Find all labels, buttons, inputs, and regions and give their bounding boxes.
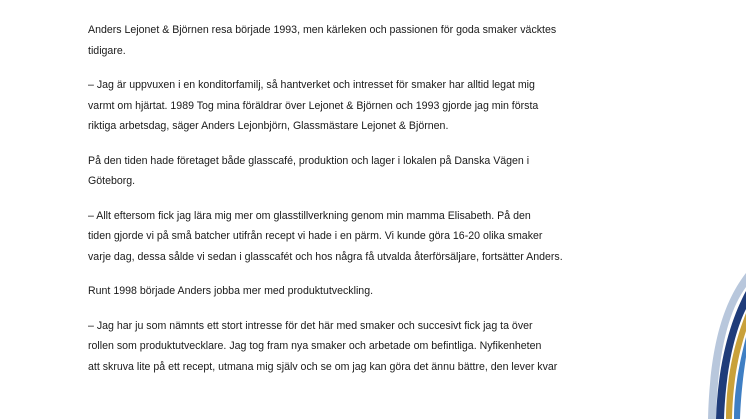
corner-swoosh-decoration [666, 269, 746, 419]
paragraph-6 [88, 316, 668, 378]
paragraph-line: Göteborg. [88, 175, 136, 187]
paragraph-line: På den tiden hade företaget både glasscafé, produktion och lager i lokalen på Danska Vägen i [88, 154, 530, 167]
paragraph-4 [88, 206, 668, 268]
paragraph-line: – Jag har ju som nämnts ett stort intresse för det här med smaker och succesivt fick jag ta över [88, 319, 533, 332]
paragraph-line: tidigare. [88, 44, 126, 57]
paragraph-line: Anders Lejonet & Björnen resa började 1993, men kärleken och passionen för goda smaker väcktes [88, 24, 557, 36]
document-body [88, 20, 668, 391]
paragraph-3 [88, 151, 668, 192]
paragraph-line: att skruva lite på ett recept, utmana mig själv och se om jag kan göra det ännu bättre, den lever kvar [88, 360, 558, 373]
paragraph-line: tiden gjorde vi på små batcher utifrån recept vi hade i en pärm. Vi kunde göra 16-20 olika smaker [88, 230, 543, 242]
paragraph-line: – Allt eftersom fick jag lära mig mer om glasstillverkning genom min mamma Elisabeth. På den [88, 209, 531, 222]
paragraph-2 [88, 75, 668, 137]
paragraph-line: varje dag, dessa sålde vi sedan i glasscafét och hos några få utvalda återförsäljare, fortsätter Anders. [88, 250, 563, 263]
paragraph-line: varmt om hjärtat. 1989 Tog mina föräldrar över Lejonet & Björnen och 1993 gjorde jag min första [88, 99, 539, 112]
paragraph-1 [88, 20, 668, 61]
swoosh-graphic [666, 269, 746, 419]
paragraph-5 [88, 281, 668, 302]
paragraph-line: Runt 1998 började Anders jobba mer med produktutveckling. [88, 285, 374, 297]
paragraph-line: riktiga arbetsdag, säger Anders Lejonbjörn, Glassmästare Lejonet & Björnen. [88, 120, 449, 132]
paragraph-line: rollen som produktutvecklare. Jag tog fram nya smaker och arbetade om befintliga. Nyfikenheten [88, 340, 542, 352]
paragraph-line: – Jag är uppvuxen i en konditorfamilj, så hantverket och intresset för smaker har alltid legat mig [88, 79, 535, 91]
